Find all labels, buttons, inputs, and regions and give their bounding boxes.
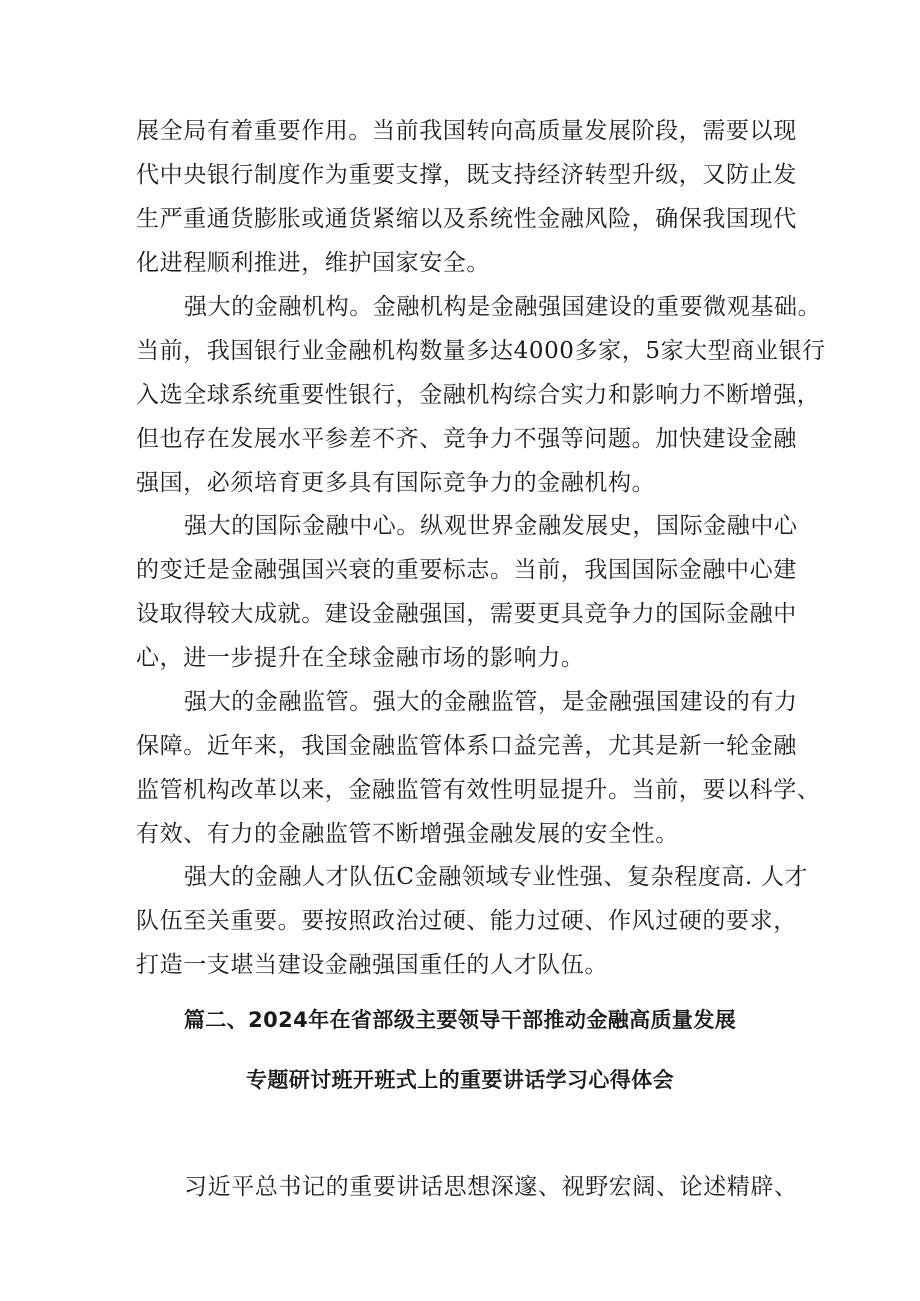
paragraph-start-financial-center: 强大的国际金融中心。纵观世界金融发展史，国际金融中心	[184, 513, 798, 539]
body-line: 监管机构改革以来，金融监管有效性明显提升。当前，要以科学、	[136, 777, 821, 803]
body-line: 代中央银行制度作为重要支撑，既支持经济转型升级，又防止发	[136, 162, 797, 188]
paragraph-start-financial-regulation: 强大的金融监管。强大的金融监管，是金融强国建设的有力	[184, 689, 798, 715]
body-line: 当前，我国银行业金融机构数量多达4000多家，5家大型商业银行	[136, 338, 826, 364]
body-line: 有效、有力的金融监管不断增强金融发展的安全性。	[136, 821, 679, 847]
section-heading-line-1: 篇二、2024年在省部级主要领导干部推动金融高质量发展	[183, 1008, 737, 1032]
section-heading-line-2: 专题研讨班开班式上的重要讲话学习心得体会	[246, 1068, 674, 1092]
paragraph-start-financial-institutions: 强大的金融机构。金融机构是金融强国建设的重要微观基础。	[184, 294, 822, 320]
body-line: 打造一支堪当建设金融强国重任的人才队伍。	[136, 952, 608, 978]
paragraph-start-speech-reflection: 习近平总书记的重要讲话思想深邃、视野宏阔、论述精辟、	[184, 1174, 798, 1200]
paragraph-start-financial-talent: 强大的金融人才队伍C金融领域专业性强、复杂程度高. 人才	[184, 864, 809, 890]
body-line: 强国，必须培育更多具有国际竞争力的金融机构。	[136, 470, 656, 496]
body-line: 生严重通货膨胀或通货紧缩以及系统性金融风险，确保我国现代	[136, 206, 797, 232]
body-line: 化进程顺利推进，维护国家安全。	[136, 250, 490, 276]
body-line: 展全局有着重要作用。当前我国转向高质量发展阶段，需要以现	[136, 118, 797, 144]
body-line: 心，进一步提升在全球金融市场的影响力。	[136, 645, 585, 671]
body-line: 设取得较大成就。建设金融强国，需要更具竞争力的国际金融中	[136, 601, 797, 627]
body-line: 保障。近年来，我国金融监管体系口益完善，尤其是新一轮金融	[136, 733, 797, 759]
body-line: 的变迁是金融强国兴衰的重要标志。当前，我国国际金融中心建	[136, 557, 797, 583]
body-line: 但也存在发展水平参差不齐、竞争力不强等问题。加快建设金融	[136, 426, 797, 452]
body-line: 队伍至关重要。要按照政治过硬、能力过硬、作风过硬的要求，	[136, 908, 797, 934]
body-line: 入选全球系统重要性银行，金融机构综合实力和影响力不断增强，	[136, 382, 821, 408]
